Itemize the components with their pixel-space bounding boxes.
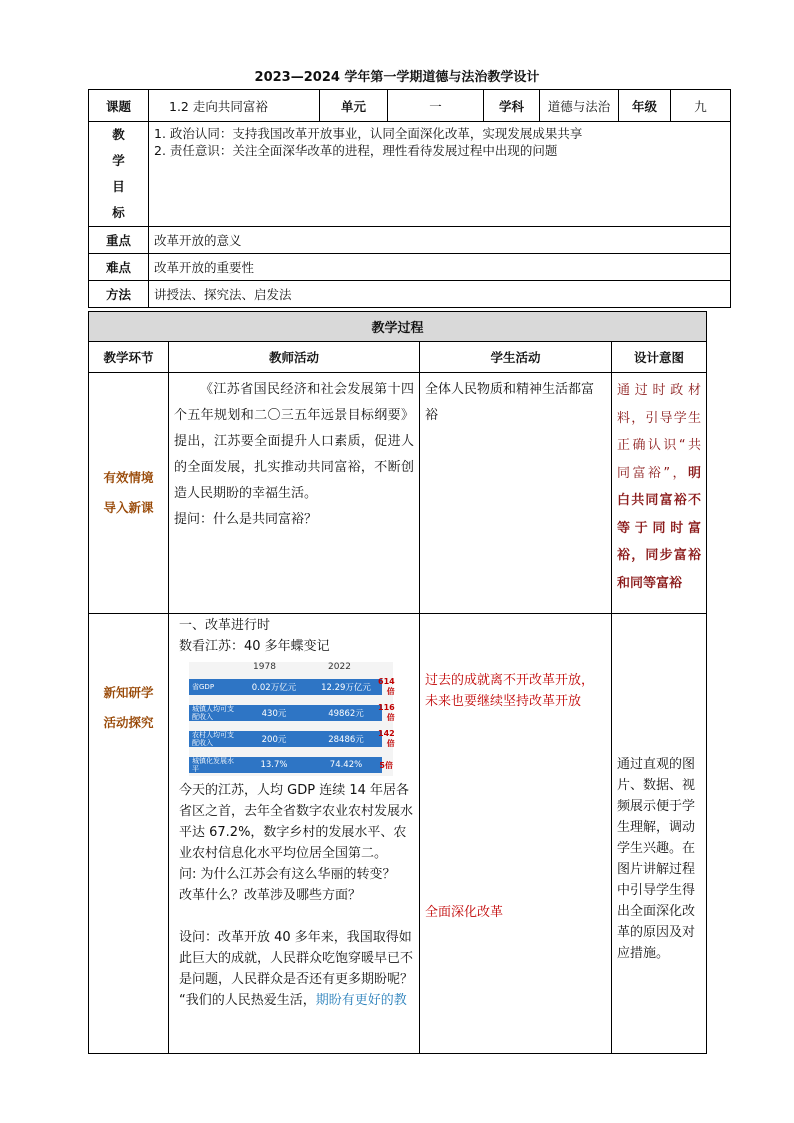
method-label: 方法 <box>89 281 149 308</box>
stat-bar <box>189 731 382 747</box>
stat-2022: 49862元 <box>328 709 364 719</box>
chart-years <box>189 662 393 676</box>
stat-1978: 0.02万亿元 <box>251 683 297 693</box>
intro-question: 提问：什么是共同富裕？ <box>174 512 318 527</box>
stat-row <box>189 702 393 724</box>
stat-row <box>189 754 393 776</box>
stat-1978: 13.7% <box>260 760 288 770</box>
process-banner: 教学过程 <box>89 312 707 342</box>
prompt-paragraph: 设问：改革开放 40 多年来，我国取得如此巨大的成就，人民群众吃饱穿暖早已不是问题，人民群众是否还有更多期盼呢？ <box>179 930 414 987</box>
stat-multiple: 116倍 <box>378 703 395 722</box>
teaching-process-table <box>88 311 707 1054</box>
quote-line: “我们的人民热爱生活，期盼有更好的教 <box>179 993 407 1008</box>
stat-2022: 74.42% <box>329 760 363 770</box>
grade-value: 九 <box>671 90 731 122</box>
header-teacher: 教师活动 <box>169 342 420 373</box>
unit-value: 一 <box>388 90 484 122</box>
jiangsu-stats-chart <box>189 662 393 776</box>
stage-intro-teacher <box>169 373 420 614</box>
student-answer-2: 全面深化改革 <box>425 905 504 920</box>
subject-label: 学科 <box>484 90 540 122</box>
stage-explore-teacher <box>169 614 420 1054</box>
stat-multiple: 614倍 <box>378 677 395 696</box>
section-subheading: 数看江苏：40 多年蝶变记 <box>179 639 330 654</box>
key-point-label: 重点 <box>89 227 149 254</box>
stat-1978: 430元 <box>261 709 287 719</box>
unit-label: 单元 <box>320 90 388 122</box>
header-student: 学生活动 <box>420 342 612 373</box>
difficulty-label: 难点 <box>89 254 149 281</box>
grade-label: 年级 <box>619 90 671 122</box>
stat-multiple: 142倍 <box>378 729 395 748</box>
objective-item: 1. 政治认同：支持我国改革开放事业，认同全面深化改革，实现发展成果共享 <box>154 126 583 141</box>
stat-bar <box>189 705 382 721</box>
lesson-info-table <box>88 89 731 308</box>
objective-item: 2. 责任意识：关注全面深华改革的进程，理性看待发展过程中出现的问题 <box>154 143 558 158</box>
stage-explore-student <box>420 614 612 1054</box>
student-answer-1: 过去的成就离不开改革开放，未来也要继续坚持改革开放 <box>425 673 595 709</box>
question-2: 改革什么？改革涉及哪些方面？ <box>179 888 362 903</box>
document-title: 2023—2024 学年第一学期道德与法治教学设计 <box>254 70 540 85</box>
stat-1978: 200元 <box>261 735 287 745</box>
stat-label: 农村人均可支配收入 <box>192 731 234 747</box>
stat-2022: 12.29万亿元 <box>321 683 371 693</box>
difficulty-value: 改革开放的重要性 <box>149 254 731 281</box>
stage-intro-student: 全体人民物质和精神生活都富裕 <box>420 373 612 614</box>
method-value: 讲授法、探究法、启发法 <box>149 281 731 308</box>
stat-bar <box>189 757 382 773</box>
question-1: 问: 为什么江苏会有这么华丽的转变？ <box>179 867 396 882</box>
stat-label: 城镇化发展水平 <box>192 757 234 773</box>
subject-value: 道德与法治 <box>540 90 619 122</box>
stage-intro-name: 有效情境 导入新课 <box>89 373 169 614</box>
intro-paragraph: 《江苏省国民经济和社会发展第十四个五年规划和二〇三五年远景目标纲要》提出，江苏要全面提升人口素质，促进人的全面发展，扎实推动共同富裕，不断创造人民期盼的幸福生活。 <box>174 382 414 501</box>
topic-value: 1.2 走向共同富裕 <box>149 90 320 122</box>
section-heading: 一、改革进行时 <box>179 618 271 633</box>
stage-explore-name: 新知研学 活动探究 <box>89 614 169 1054</box>
year-1978: 1978 <box>253 662 276 672</box>
jiangsu-paragraph: 今天的江苏，人均 GDP 连续 14 年居各省区之首，去年全省数字农业农村发展水平达 67.2%，数字乡村的发展水平、农业农村信息化水平均位居全国第二。 <box>179 783 414 861</box>
stat-label: 城镇人均可支配收入 <box>192 705 234 721</box>
stat-row <box>189 728 393 750</box>
year-2022: 2022 <box>328 662 351 672</box>
header-design: 设计意图 <box>612 342 707 373</box>
objectives-content <box>149 122 731 227</box>
stage-explore-design: 通过直观的图片、数据、视频展示便于学生理解，调动学生兴趣。在图片讲解过程中引导学生得出全面深化改革的原因及对应措施。 <box>612 614 707 1054</box>
stat-2022: 28486元 <box>328 735 364 745</box>
stat-multiple: 5倍 <box>379 760 393 770</box>
stage-intro-design: 通过时政材料，引导学生正确认识“共同富裕”，明白共同富裕不等于同时富裕，同步富裕和同等富裕 <box>612 373 707 614</box>
key-point-value: 改革开放的意义 <box>149 227 731 254</box>
stat-row <box>189 676 393 698</box>
objectives-label: 教 学 目 标 <box>89 122 149 227</box>
stat-label: 省GDP <box>192 683 215 691</box>
stat-bar <box>189 679 382 695</box>
header-stage: 教学环节 <box>89 342 169 373</box>
topic-label: 课题 <box>89 90 149 122</box>
